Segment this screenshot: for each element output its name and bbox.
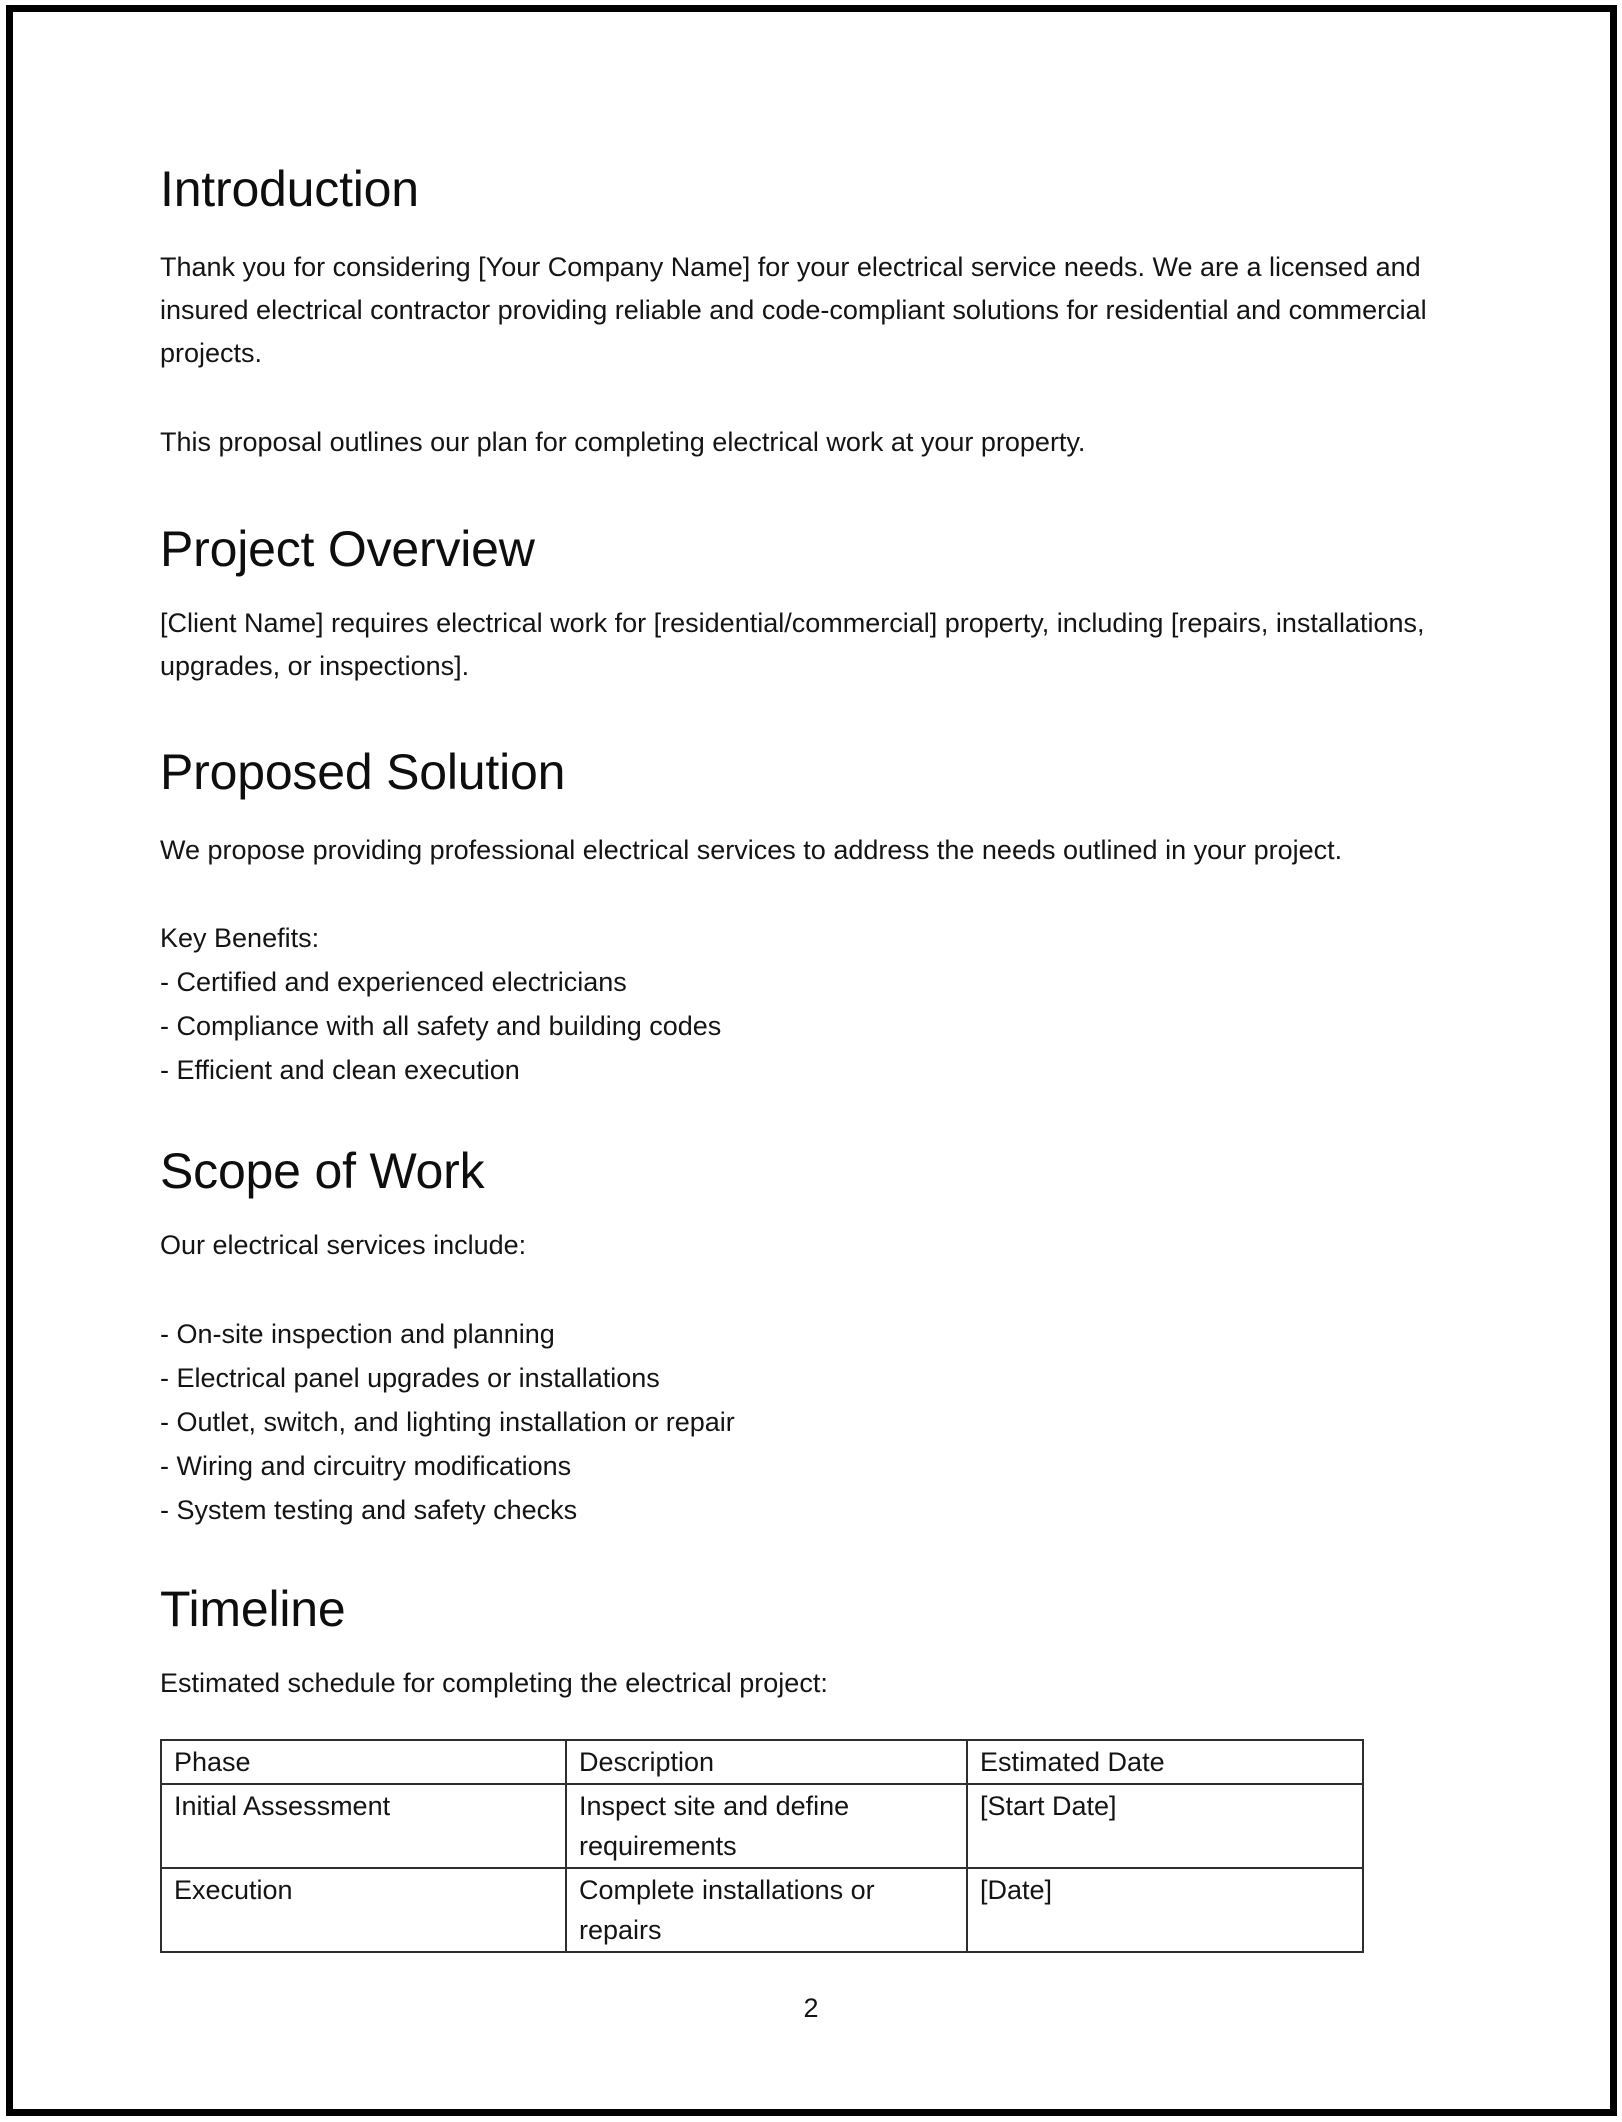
scope-item: - Electrical panel upgrades or installations <box>160 1363 660 1393</box>
intro-paragraph-2: This proposal outlines our plan for completing electrical work at your property. <box>160 427 1086 457</box>
cell-phase: Execution <box>161 1868 566 1952</box>
header-cell-estimated-date: Estimated Date <box>967 1740 1363 1784</box>
page-number: 2 <box>803 1993 819 2023</box>
heading-timeline: Timeline <box>160 1581 346 1637</box>
timeline-table <box>160 1739 1364 1953</box>
heading-scope-of-work: Scope of Work <box>160 1143 485 1199</box>
cell-description: Complete installations or repairs <box>566 1868 967 1952</box>
cell-estimated-date: [Date] <box>967 1868 1363 1952</box>
overview-paragraph: [Client Name] requires electrical work for [residential/commercial] property, including [repairs, installations, upgrades, or inspections]. <box>160 608 1425 681</box>
cell-phase: Initial Assessment <box>161 1784 566 1868</box>
table-header-row <box>161 1740 1363 1784</box>
heading-proposed-solution: Proposed Solution <box>160 744 566 800</box>
table-row <box>161 1868 1363 1952</box>
benefit-item: - Compliance with all safety and building codes <box>160 1011 722 1041</box>
table-row <box>161 1784 1363 1868</box>
header-cell-phase: Phase <box>161 1740 566 1784</box>
solution-paragraph: We propose providing professional electrical services to address the needs outlined in your project. <box>160 835 1343 865</box>
intro-paragraph-1: Thank you for considering [Your Company Name] for your electrical service needs. We are a licensed and insured electrical contractor providing reliable and code-compliant solutions for residential and commercial projects. <box>160 252 1427 368</box>
benefit-item: - Efficient and clean execution <box>160 1055 520 1085</box>
header-cell-description: Description <box>566 1740 967 1784</box>
scope-item: - Wiring and circuitry modifications <box>160 1451 572 1481</box>
scope-intro: Our electrical services include: <box>160 1230 527 1260</box>
cell-estimated-date: [Start Date] <box>967 1784 1363 1868</box>
key-benefits-list <box>160 916 1470 1092</box>
scope-list <box>160 1312 1470 1532</box>
cell-description: Inspect site and define requirements <box>566 1784 967 1868</box>
document-content <box>160 0 1470 1953</box>
scope-item: - System testing and safety checks <box>160 1495 578 1525</box>
timeline-intro: Estimated schedule for completing the electrical project: <box>160 1668 828 1698</box>
heading-introduction: Introduction <box>160 161 419 217</box>
key-benefits-label: Key Benefits: <box>160 923 320 953</box>
benefit-item: - Certified and experienced electricians <box>160 967 627 997</box>
heading-project-overview: Project Overview <box>160 521 535 577</box>
scope-item: - On-site inspection and planning <box>160 1319 555 1349</box>
scope-item: - Outlet, switch, and lighting installation or repair <box>160 1407 735 1437</box>
